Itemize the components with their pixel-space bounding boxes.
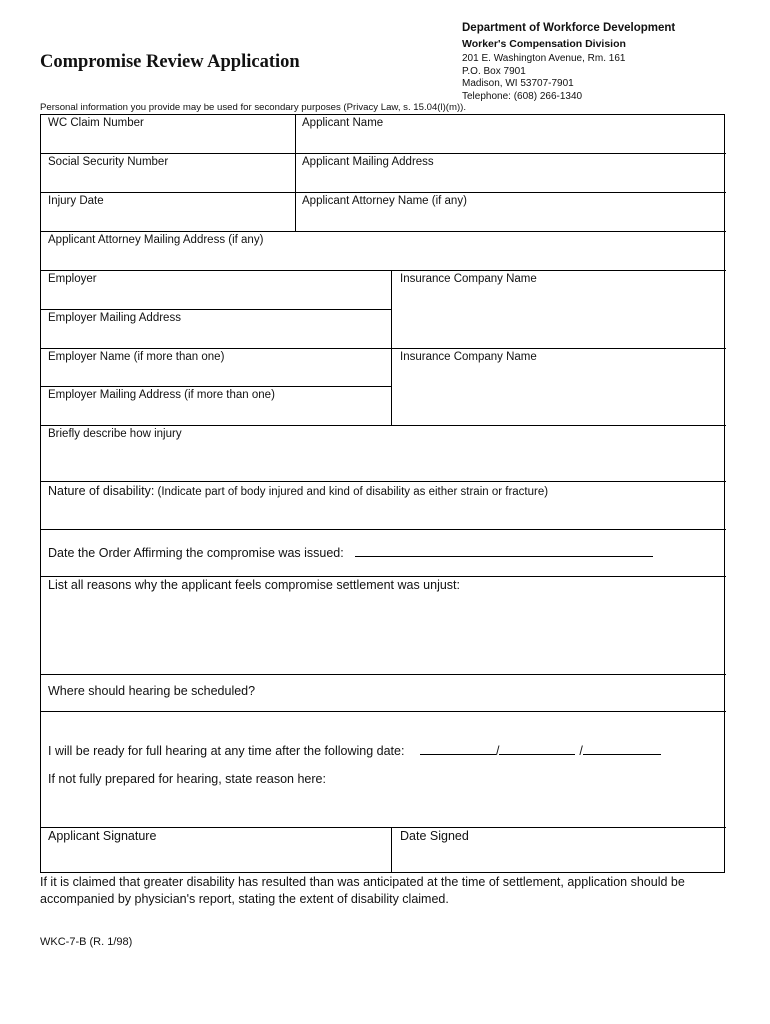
insurance-company-field-1[interactable]: Insurance Company Name xyxy=(400,273,537,285)
insurance-company-field-2[interactable]: Insurance Company Name xyxy=(400,351,537,363)
employer-name-2-field[interactable]: Employer Name (if more than one) xyxy=(48,351,225,363)
divider xyxy=(41,711,726,712)
reasons-field[interactable]: List all reasons why the applicant feels compromise settlement was unjust: xyxy=(48,578,460,592)
employer-address-2-field[interactable]: Employer Mailing Address (if more than one) xyxy=(48,389,275,401)
form-title: Compromise Review Application xyxy=(40,52,300,72)
divider xyxy=(41,425,726,426)
applicant-mailing-address-field[interactable]: Applicant Mailing Address xyxy=(302,156,434,168)
ready-date-year-input[interactable] xyxy=(583,742,661,755)
nature-of-disability-field[interactable] xyxy=(48,484,548,498)
wc-claim-number-field[interactable]: WC Claim Number xyxy=(48,117,144,129)
division-name: Worker's Compensation Division xyxy=(462,37,626,50)
date-separator: / xyxy=(495,744,500,758)
divider xyxy=(391,827,392,873)
divider xyxy=(41,309,392,310)
applicant-name-field[interactable]: Applicant Name xyxy=(302,117,384,129)
divider xyxy=(41,481,726,482)
ssn-field[interactable]: Social Security Number xyxy=(48,156,169,168)
ready-date-month-input[interactable] xyxy=(420,742,496,755)
telephone: Telephone: (608) 266-1340 xyxy=(462,90,583,102)
nature-hint: (Indicate part of body injured and kind of disability as either strain or fracture) xyxy=(157,486,549,498)
ready-date-row xyxy=(48,742,661,758)
nature-label: Nature of disability: xyxy=(48,484,155,498)
physician-report-note: If it is claimed that greater disability has resulted than was anticipated at the time of settlement, application should be accompanied by physician's report, stating the extent of disability claimed. xyxy=(40,875,685,906)
form-number: WKC-7-B (R. 1/98) xyxy=(40,936,133,948)
divider xyxy=(41,674,726,675)
department-block xyxy=(462,22,675,103)
date-signed-field[interactable]: Date Signed xyxy=(400,829,469,843)
applicant-signature-field[interactable]: Applicant Signature xyxy=(48,829,157,843)
address-line-3: Madison, WI 53707-7901 xyxy=(462,78,574,90)
divider xyxy=(41,827,726,828)
hearing-location-field[interactable]: Where should hearing be scheduled? xyxy=(48,684,256,698)
employer-field[interactable]: Employer xyxy=(48,273,97,285)
divider xyxy=(41,576,726,577)
attorney-name-field[interactable]: Applicant Attorney Name (if any) xyxy=(302,195,467,207)
address-block xyxy=(462,53,675,103)
address-line-2: P.O. Box 7901 xyxy=(462,65,526,77)
ready-date-day-input[interactable] xyxy=(499,742,575,755)
privacy-notice: Personal information you provide may be used for secondary purposes (Privacy Law, s. 15.04(l)(m)). xyxy=(40,102,467,113)
order-date-input[interactable] xyxy=(355,544,653,557)
date-separator: / xyxy=(579,744,583,758)
divider xyxy=(41,231,726,232)
employer-address-field[interactable]: Employer Mailing Address xyxy=(48,312,181,324)
divider xyxy=(41,529,726,530)
divider xyxy=(41,348,726,349)
not-prepared-field[interactable]: If not fully prepared for hearing, state reason here: xyxy=(48,772,326,786)
order-date-row xyxy=(48,544,653,560)
divider xyxy=(41,386,392,387)
department-name: Department of Workforce Development xyxy=(462,22,676,34)
divider xyxy=(391,270,392,425)
application-form xyxy=(40,114,725,873)
divider xyxy=(295,115,296,231)
ready-date-label: I will be ready for full hearing at any time after the following date: xyxy=(48,744,405,758)
divider xyxy=(41,153,726,154)
injury-date-field[interactable]: Injury Date xyxy=(48,195,104,207)
order-date-label: Date the Order Affirming the compromise was issued: xyxy=(48,546,344,560)
injury-description-field[interactable]: Briefly describe how injury xyxy=(48,428,182,440)
divider xyxy=(41,192,726,193)
address-line-1: 201 E. Washington Avenue, Rm. 161 xyxy=(462,53,626,65)
divider xyxy=(41,270,726,271)
attorney-address-field[interactable]: Applicant Attorney Mailing Address (if any) xyxy=(48,234,264,246)
